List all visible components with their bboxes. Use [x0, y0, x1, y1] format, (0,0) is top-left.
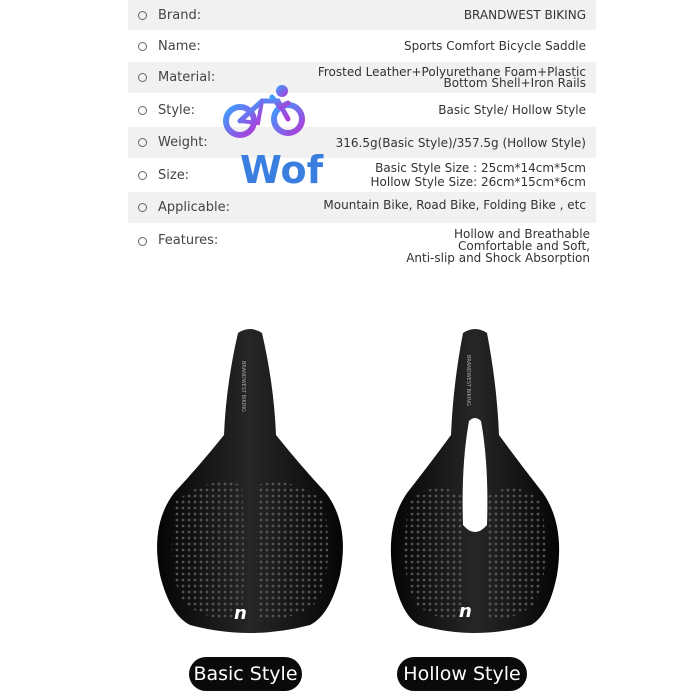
- bullet-icon: [138, 237, 147, 246]
- spec-value-line: Comfortable and Soft,: [458, 239, 590, 253]
- spec-table: [128, 0, 596, 265]
- bullet-icon: [138, 138, 147, 147]
- bullet-icon: [138, 106, 147, 115]
- spec-value-line: Basic Style Size : 25cm*14cm*5cm: [375, 161, 586, 175]
- spec-label: Style:: [158, 102, 196, 118]
- spec-label: Size:: [158, 167, 190, 183]
- saddle-logo-mark: n: [459, 601, 472, 622]
- svg-text:BRANDWEST BIKING: BRANDWEST BIKING: [240, 361, 246, 412]
- spec-row-name: [128, 31, 596, 62]
- bullet-icon: [138, 11, 147, 20]
- spec-value: [317, 64, 586, 90]
- spec-row-material: [128, 62, 596, 94]
- spec-value: 316.5g(Basic Style)/357.5g (Hollow Style): [335, 135, 586, 150]
- caption-text: Basic Style: [193, 663, 298, 685]
- bullet-icon: [138, 203, 147, 212]
- spec-row-style: [128, 94, 596, 127]
- basic-saddle-image: [150, 325, 350, 645]
- spec-value: Basic Style/ Hollow Style: [438, 103, 586, 117]
- caption-text: Hollow Style: [403, 663, 521, 685]
- spec-label: Material:: [158, 70, 216, 85]
- spec-value-line: Anti-slip and Shock Absorption: [406, 251, 590, 265]
- spec-label: Applicable:: [158, 200, 230, 215]
- spec-label: Brand:: [158, 7, 202, 23]
- spec-row-applicable: [128, 192, 596, 224]
- spec-label: Features:: [158, 233, 219, 248]
- spec-row-features: [128, 224, 596, 265]
- spec-label: Name:: [158, 38, 201, 54]
- spec-value: [371, 161, 586, 189]
- spec-row-weight: [128, 127, 596, 159]
- spec-value-line: Frosted Leather+Polyurethane Foam+Plastic: [317, 64, 586, 79]
- spec-value: [406, 228, 590, 264]
- bullet-icon: [138, 171, 147, 180]
- svg-text:Wof: Wof: [240, 148, 324, 192]
- spec-value-line: Hollow Style Size: 26cm*15cm*6cm: [370, 175, 586, 189]
- brand-logo: [222, 83, 324, 193]
- spec-label: Weight:: [158, 135, 208, 150]
- bullet-icon: [138, 42, 147, 51]
- bullet-icon: [138, 73, 147, 82]
- hollow-saddle-image: [385, 325, 565, 645]
- basic-style-caption: [189, 657, 302, 691]
- spec-row-size: [128, 159, 596, 192]
- svg-text:BRANDWEST BIKING: BRANDWEST BIKING: [465, 355, 471, 406]
- hollow-style-caption: [397, 657, 527, 691]
- spec-value-line: Hollow and Breathable: [453, 227, 590, 241]
- spec-value: Sports Comfort Bicycle Saddle: [403, 39, 586, 53]
- cyclist-icon: [222, 83, 324, 193]
- spec-value: Mountain Bike, Road Bike, Folding Bike , etc: [323, 198, 586, 212]
- saddle-logo-mark: n: [234, 603, 247, 624]
- spec-value: BRANDWEST BIKING: [463, 8, 586, 22]
- spec-value-line: Bottom Shell+Iron Rails: [443, 75, 586, 90]
- spec-row-brand: [128, 0, 596, 31]
